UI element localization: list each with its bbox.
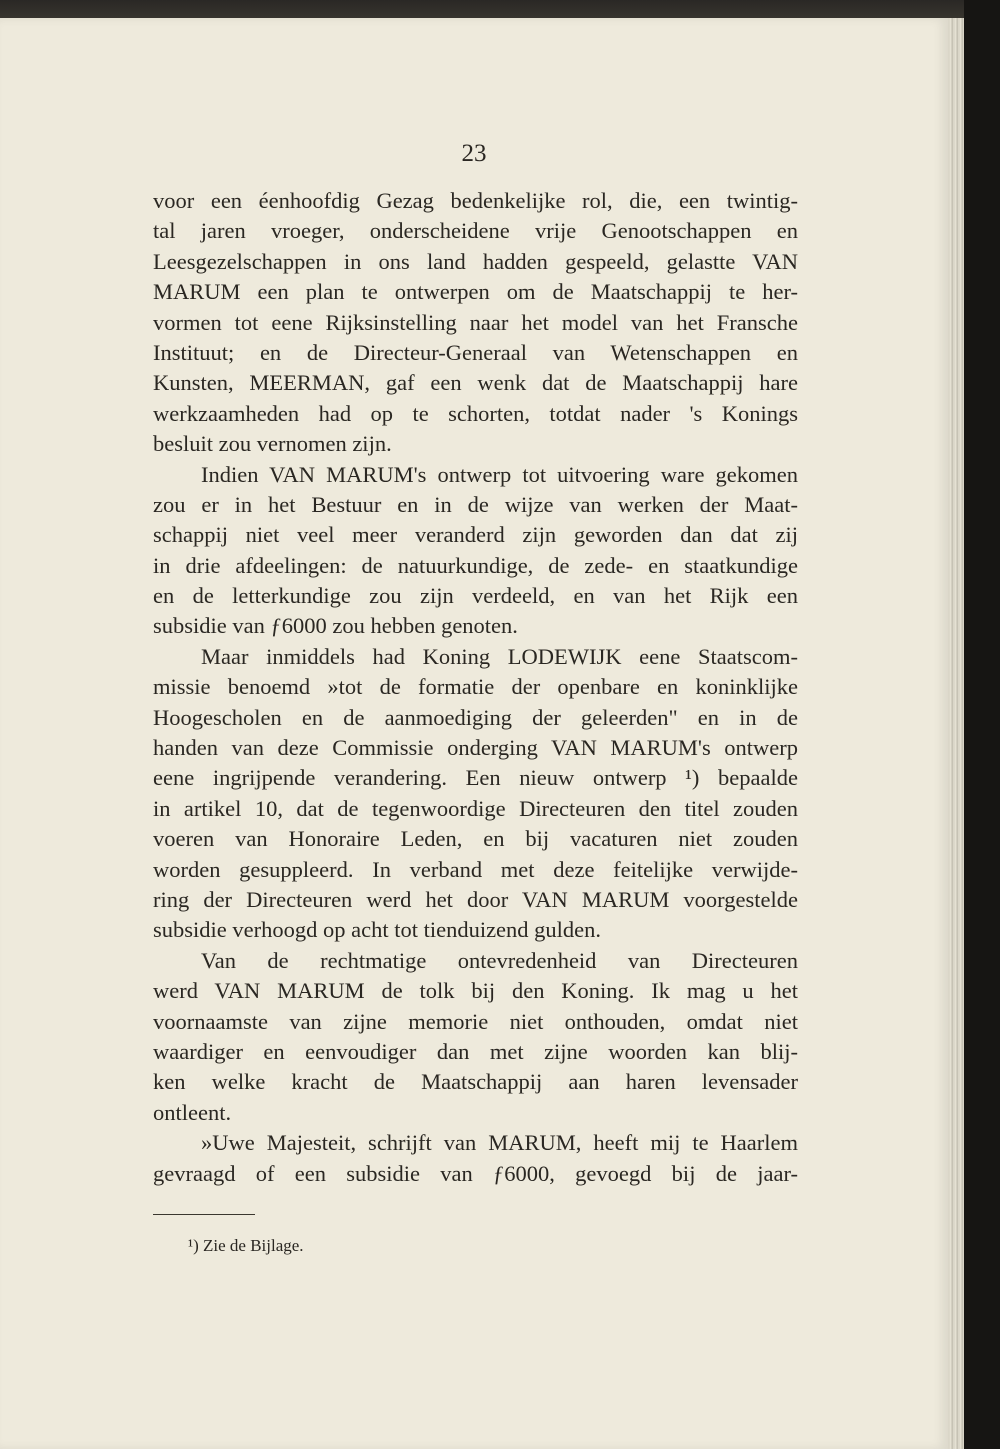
footnote: ¹) Zie de Bijlage. [188,1236,304,1255]
text-line: in artikel 10, dat de tegenwoordige Directeuren den titel zouden [153,795,798,821]
text-line: werkzaamheden had op te schorten, totdat nader 's Konings [153,400,798,426]
text-line: voor een éenhoofdig Gezag bedenkelijke rol, die, een twintig- [153,188,798,213]
text-line: zou er in het Bestuur en in de wijze van werken der Maat- [153,491,798,517]
text-line: MARUM een plan te ontwerpen om de Maatschappij te her- [153,279,798,305]
text-line: werd VAN MARUM de tolk bij den Koning. Ik mag u het [153,978,798,1004]
text-line: Instituut; en de Directeur-Generaal van Wetenschappen en [153,339,798,365]
text-line: Indien VAN MARUM's ontwerp tot uitvoering ware gekomen [201,461,798,487]
text-line: »Uwe Majesteit, schrijft van MARUM, heeft mij te Haarlem [201,1130,798,1156]
text-line: handen van deze Commissie onderging VAN MARUM's ontwerp [153,735,798,761]
text-line: eene ingrijpende verandering. Een nieuw ontwerp ¹) bepaalde [153,765,798,791]
text-line: Leesgezelschappen in ons land hadden gespeeld, gelastte VAN [153,248,798,274]
footnote-divider [153,1214,255,1215]
book-cover-board [964,0,1000,1449]
text-line: subsidie van ƒ6000 zou hebben genoten. [153,613,518,639]
text-line: subsidie verhoogd op acht tot tienduizend gulden. [153,917,602,943]
text-line: Hoogescholen en de aanmoediging der geleerden" en in de [153,704,798,730]
text-line: worden gesuppleerd. In verband met deze feitelijke verwijde- [153,856,798,882]
text-line: Maar inmiddels had Koning LODEWIJK eene Staatscom- [201,643,798,669]
text-line: besluit zou vernomen zijn. [153,431,392,457]
text-line: missie benoemd »tot de formatie der openbare en koninklijke [153,674,798,700]
text-line: ring der Directeuren werd het door VAN MARUM voorgestelde [153,886,798,912]
text-line: waardiger en eenvoudiger dan met zijne woorden kan blij- [153,1038,798,1064]
text-line: tal jaren vroeger, onderscheidene vrije Genootschappen en [153,218,798,244]
text-line: voeren van Honoraire Leden, en bij vacaturen niet zouden [153,826,798,852]
text-line: voornaamste van zijne memorie niet onthouden, omdat niet [153,1008,798,1034]
text-line: en de letterkundige zou zijn verdeeld, en van het Rijk een [153,583,798,609]
text-line: Van de rechtmatige ontevredenheid van Directeuren [201,947,798,973]
text-line: ontleent. [153,1099,232,1125]
text-line: gevraagd of een subsidie van ƒ6000, gevoegd bij de jaar- [153,1160,798,1186]
text-line: schappij niet veel meer veranderd zijn geworden dan dat zij [153,522,798,548]
text-line: in drie afdeelingen: de natuurkundige, de zede- en staatkundige [153,552,798,578]
text-line: vormen tot eene Rijksinstelling naar het model van het Fransche [153,309,798,335]
page-number: 23 [461,140,487,167]
text-line: ken welke kracht de Maatschappij aan haren levensader [153,1069,798,1095]
text-line: Kunsten, MEERMAN, gaf een wenk dat de Maatschappij hare [153,370,798,396]
body-text [153,186,798,1189]
